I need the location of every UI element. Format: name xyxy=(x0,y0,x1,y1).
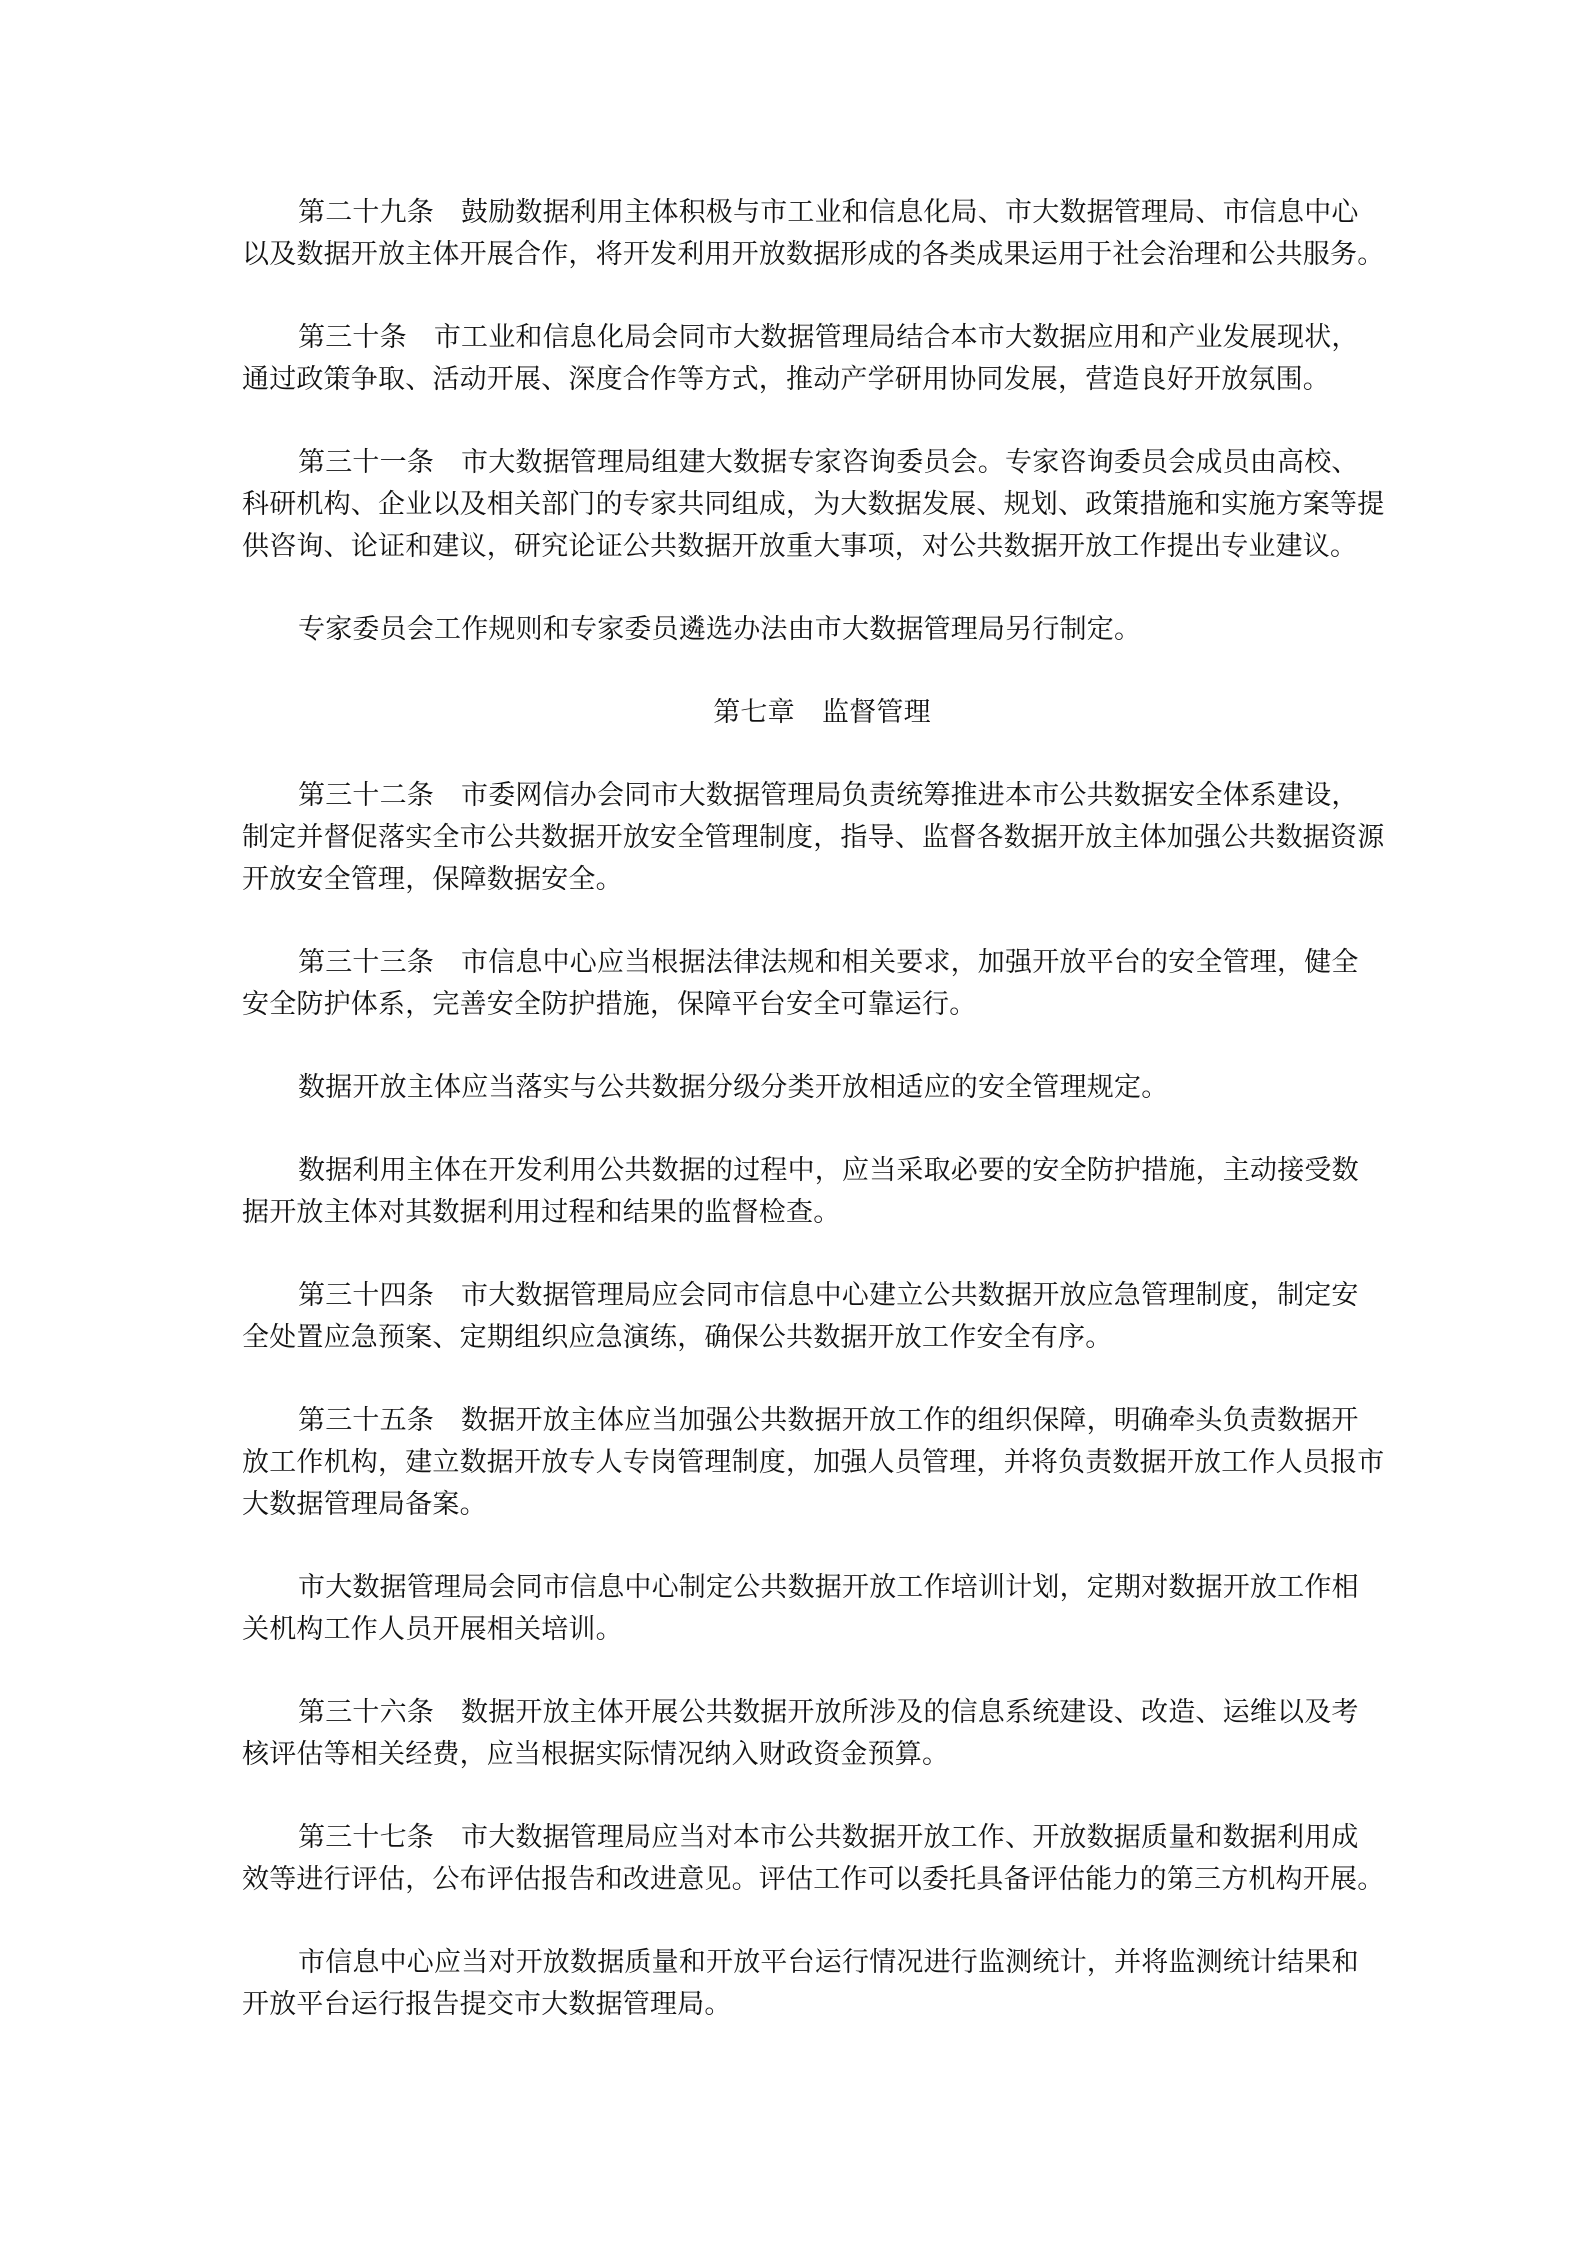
text-line xyxy=(242,775,1362,817)
line-text: 效等进行评估，公布评估报告和改进意见。评估工作可以委托具备评估能力的第三方机构开展。 xyxy=(242,1864,1385,1895)
text-line xyxy=(242,1609,1362,1651)
text-line xyxy=(242,484,1385,526)
line-text: 开放平台运行报告提交市大数据管理局。 xyxy=(242,1989,732,2020)
article-number: 第三十七条 xyxy=(298,1822,434,1853)
text-line xyxy=(242,1692,1362,1734)
text-line xyxy=(242,609,1362,651)
text-line xyxy=(242,1734,1362,1776)
line-text: 鼓励数据利用主体积极与市工业和信息化局、市大数据管理局、市信息中心 xyxy=(461,197,1359,228)
line-text: 数据开放主体应当加强公共数据开放工作的组织保障，明确牵头负责数据开 xyxy=(461,1405,1359,1436)
line-text: 市信息中心应当根据法律法规和相关要求，加强开放平台的安全管理，健全 xyxy=(461,947,1359,978)
line-text: 市工业和信息化局会同市大数据管理局结合本市大数据应用和产业发展现状， xyxy=(433,322,1359,353)
article-number: 第三十四条 xyxy=(298,1280,434,1311)
line-text: 市大数据管理局会同市信息中心制定公共数据开放工作培训计划，定期对数据开放工作相 xyxy=(298,1572,1359,1603)
text-line xyxy=(242,984,1362,1026)
paragraph xyxy=(242,1942,1362,2026)
line-text: 市大数据管理局组建大数据专家咨询委员会。专家咨询委员会成员由高校、 xyxy=(461,447,1359,478)
text-line xyxy=(242,526,1362,568)
text-line xyxy=(242,234,1385,276)
paragraph xyxy=(242,1067,1362,1109)
line-text: 通过政策争取、活动开展、深度合作等方式，推动产学研用协同发展，营造良好开放氛围。 xyxy=(242,364,1330,395)
line-text: 专家委员会工作规则和专家委员遴选办法由市大数据管理局另行制定。 xyxy=(298,614,1142,645)
line-text: 大数据管理局备案。 xyxy=(242,1489,487,1520)
article-paragraph xyxy=(242,1692,1362,1776)
text-line xyxy=(242,1192,1362,1234)
text-line xyxy=(242,1067,1362,1109)
article-number: 第三十三条 xyxy=(298,947,434,978)
line-text: 供咨询、论证和建议，研究论证公共数据开放重大事项，对公共数据开放工作提出专业建议。 xyxy=(242,531,1358,562)
text-line xyxy=(242,1150,1362,1192)
text-line xyxy=(242,1275,1362,1317)
line-text: 制定并督促落实全市公共数据开放安全管理制度，指导、监督各数据开放主体加强公共数据资源 xyxy=(242,822,1385,853)
text-line xyxy=(242,1859,1385,1901)
line-text: 科研机构、企业以及相关部门的专家共同组成，为大数据发展、规划、政策措施和实施方案等提 xyxy=(242,489,1385,520)
article-number: 第三十二条 xyxy=(298,780,434,811)
article-paragraph xyxy=(242,775,1385,901)
paragraph xyxy=(242,609,1362,651)
text-line xyxy=(242,1317,1362,1359)
chapter-heading xyxy=(242,692,1362,734)
line-text: 核评估等相关经费，应当根据实际情况纳入财政资金预算。 xyxy=(242,1739,950,1770)
text-line xyxy=(242,1942,1362,1984)
article-number: 第三十一条 xyxy=(298,447,434,478)
line-text: 数据开放主体开展公共数据开放所涉及的信息系统建设、改造、运维以及考 xyxy=(461,1697,1359,1728)
article-paragraph xyxy=(242,317,1362,401)
text-line xyxy=(242,942,1362,984)
article-paragraph xyxy=(242,192,1385,276)
text-line xyxy=(242,817,1385,859)
text-line xyxy=(242,359,1362,401)
text-line xyxy=(242,317,1362,359)
text-line xyxy=(242,1400,1362,1442)
line-text: 数据利用主体在开发利用公共数据的过程中，应当采取必要的安全防护措施，主动接受数 xyxy=(298,1155,1359,1186)
article-number: 第二十九条 xyxy=(298,197,434,228)
article-paragraph xyxy=(242,1400,1385,1526)
text-line xyxy=(242,1442,1385,1484)
line-text: 关机构工作人员开展相关培训。 xyxy=(242,1614,623,1645)
article-paragraph xyxy=(242,1275,1362,1359)
line-text: 安全防护体系，完善安全防护措施，保障平台安全可靠运行。 xyxy=(242,989,977,1020)
text-line xyxy=(242,859,1362,901)
article-paragraph xyxy=(242,942,1362,1026)
text-line xyxy=(242,442,1362,484)
line-text: 据开放主体对其数据利用过程和结果的监督检查。 xyxy=(242,1197,841,1228)
line-text: 开放安全管理，保障数据安全。 xyxy=(242,864,623,895)
paragraph xyxy=(242,1150,1362,1234)
text-line xyxy=(242,192,1362,234)
line-text: 市大数据管理局应当对本市公共数据开放工作、开放数据质量和数据利用成 xyxy=(461,1822,1359,1853)
text-line xyxy=(242,1484,1362,1526)
text-line xyxy=(242,1567,1362,1609)
line-text: 放工作机构，建立数据开放专人专岗管理制度，加强人员管理，并将负责数据开放工作人员报市 xyxy=(242,1447,1385,1478)
chapter-heading-text: 第七章 监督管理 xyxy=(713,697,931,728)
article-number: 第三十条 xyxy=(298,322,407,353)
paragraph xyxy=(242,1567,1362,1651)
line-text: 全处置应急预案、定期组织应急演练，确保公共数据开放工作安全有序。 xyxy=(242,1322,1113,1353)
article-paragraph xyxy=(242,442,1385,568)
line-text: 以及数据开放主体开展合作，将开发利用开放数据形成的各类成果运用于社会治理和公共服务。 xyxy=(242,239,1385,270)
line-text: 市委网信办会同市大数据管理局负责统筹推进本市公共数据安全体系建设， xyxy=(461,780,1359,811)
line-text: 市大数据管理局应会同市信息中心建立公共数据开放应急管理制度，制定安 xyxy=(461,1280,1359,1311)
line-text: 数据开放主体应当落实与公共数据分级分类开放相适应的安全管理规定。 xyxy=(298,1072,1169,1103)
article-number: 第三十六条 xyxy=(298,1697,434,1728)
article-paragraph xyxy=(242,1817,1385,1901)
article-number: 第三十五条 xyxy=(298,1405,434,1436)
text-line xyxy=(242,1817,1362,1859)
document-body xyxy=(242,192,1385,2067)
text-line xyxy=(242,1984,1362,2026)
line-text: 市信息中心应当对开放数据质量和开放平台运行情况进行监测统计，并将监测统计结果和 xyxy=(298,1947,1359,1978)
